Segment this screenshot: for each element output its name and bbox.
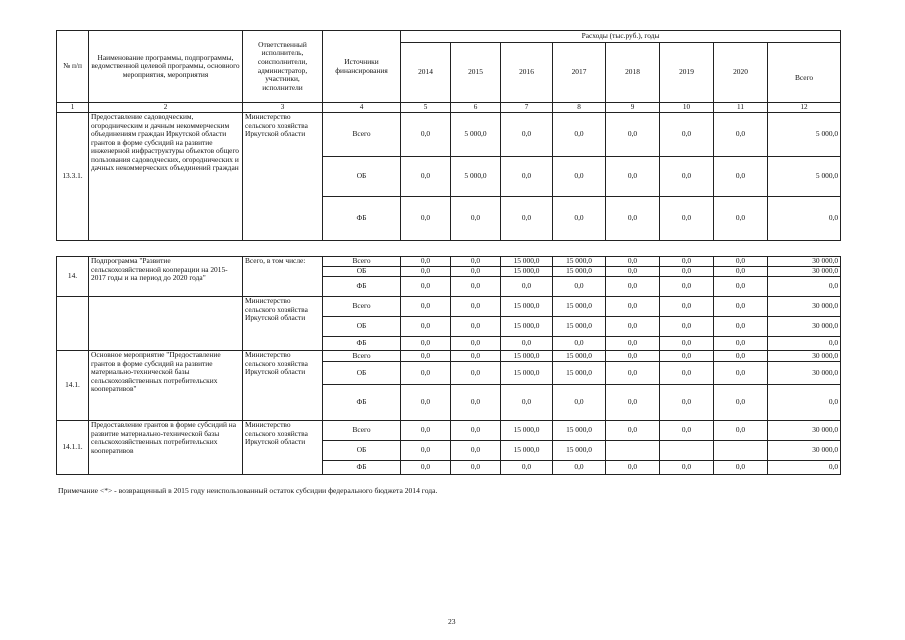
cell-2016: 0,0: [501, 197, 553, 241]
cell-2014: 0,0: [401, 197, 451, 241]
row-name: Основное мероприятие "Предоставление грантов в форме субсидий на развитие материально-технической базы сельскохозяйственных потребительских кооперативов": [89, 351, 243, 421]
column-index: 9: [606, 103, 660, 113]
cell-2017: 0,0: [553, 461, 606, 475]
cell-2016: 15 000,0: [501, 351, 553, 362]
cell-2018: 0,0: [606, 362, 660, 385]
cell-2016: 0,0: [501, 157, 553, 197]
header-row-top: [57, 31, 841, 43]
cell-total: 30 000,0: [768, 267, 841, 277]
cell-total: 30 000,0: [768, 362, 841, 385]
cell-total: 30 000,0: [768, 441, 841, 461]
cell-2017: 15 000,0: [553, 441, 606, 461]
column-index: 2: [89, 103, 243, 113]
cell-2019: 0,0: [660, 351, 714, 362]
header-year: 2018: [606, 43, 660, 103]
column-index: 10: [660, 103, 714, 113]
row-source: ОБ: [323, 317, 401, 337]
row-number: 14.1.1.: [57, 421, 89, 475]
cell-2019: 0,0: [660, 267, 714, 277]
cell-2015: 0,0: [451, 421, 501, 441]
cell-2017: 15 000,0: [553, 362, 606, 385]
cell-total: 0,0: [768, 337, 841, 351]
cell-2020: 0,0: [714, 297, 768, 317]
cell-2018: 0,0: [606, 337, 660, 351]
row-source: ОБ: [323, 267, 401, 277]
cell-2016: 15 000,0: [501, 441, 553, 461]
cell-2015: 0,0: [451, 257, 501, 267]
column-index: 4: [323, 103, 401, 113]
header-expenses: Расходы (тыс.руб.), годы: [401, 31, 841, 43]
table-row: [57, 351, 841, 362]
cell-2014: 0,0: [401, 257, 451, 267]
row-source: ФБ: [323, 461, 401, 475]
cell-2017: 0,0: [553, 197, 606, 241]
table-row: [57, 421, 841, 441]
cell-2015: 0,0: [451, 362, 501, 385]
header-year: 2015: [451, 43, 501, 103]
cell-2018: 0,0: [606, 277, 660, 297]
cell-2020: 0,0: [714, 157, 768, 197]
cell-2015: 0,0: [451, 197, 501, 241]
cell-2018: 0,0: [606, 421, 660, 441]
cell-2017: 0,0: [553, 385, 606, 421]
row-source: ФБ: [323, 337, 401, 351]
row-name: Предоставление садоводческим, огородническим и дачным некоммерческим объединениям граждан Иркутской области грантов в форме субсидий на развитие инженерной инфраструктуры объектов общего пользования садоводческих, огороднических и дачных некоммерческих объединений граждан: [89, 113, 243, 241]
cell-2019: 0,0: [660, 385, 714, 421]
cell-2015: 0,0: [451, 297, 501, 317]
cell-total: 30 000,0: [768, 317, 841, 337]
column-index: 3: [243, 103, 323, 113]
cell-2014: 0,0: [401, 267, 451, 277]
cell-2018: 0,0: [606, 197, 660, 241]
cell-2016: 0,0: [501, 113, 553, 157]
cell-2020: 0,0: [714, 257, 768, 267]
row-responsible: Министерство сельского хозяйства Иркутской области: [243, 297, 323, 351]
cell-2016: 0,0: [501, 461, 553, 475]
cell-2014: 0,0: [401, 441, 451, 461]
cell-2020: 0,0: [714, 461, 768, 475]
row-responsible: Всего, в том числе:: [243, 257, 323, 297]
cell-2019: 0,0: [660, 277, 714, 297]
header-responsible: Ответственный исполнитель, соисполнители, администратор, участники, исполнители: [243, 31, 323, 103]
cell-2017: 15 000,0: [553, 317, 606, 337]
cell-total: 0,0: [768, 461, 841, 475]
header-total: Всего: [768, 43, 841, 103]
row-source: Всего: [323, 113, 401, 157]
cell-2015: 0,0: [451, 267, 501, 277]
cell-2018: 0,0: [606, 257, 660, 267]
cell-2019: 0,0: [660, 197, 714, 241]
row-source: ОБ: [323, 362, 401, 385]
cell-2019: 0,0: [660, 421, 714, 441]
row-source: ФБ: [323, 197, 401, 241]
cell-total: 0,0: [768, 197, 841, 241]
cell-2016: 15 000,0: [501, 421, 553, 441]
cell-2016: 0,0: [501, 337, 553, 351]
column-index: 5: [401, 103, 451, 113]
table-row: [57, 113, 841, 157]
cell-2020: [714, 441, 768, 461]
row-source: Всего: [323, 421, 401, 441]
row-number-empty: [57, 297, 89, 351]
page-number: 23: [448, 617, 456, 626]
cell-2019: 0,0: [660, 113, 714, 157]
cell-2019: 0,0: [660, 317, 714, 337]
cell-2016: 15 000,0: [501, 297, 553, 317]
row-name-empty: [89, 297, 243, 351]
cell-2018: 0,0: [606, 113, 660, 157]
row-responsible: Министерство сельского хозяйства Иркутской области: [243, 113, 323, 241]
cell-2016: 15 000,0: [501, 267, 553, 277]
row-source: Всего: [323, 351, 401, 362]
cell-2018: 0,0: [606, 461, 660, 475]
cell-2018: [606, 441, 660, 461]
cell-2020: 0,0: [714, 267, 768, 277]
cell-2014: 0,0: [401, 113, 451, 157]
cell-2016: 0,0: [501, 385, 553, 421]
cell-2020: 0,0: [714, 317, 768, 337]
row-responsible: Министерство сельского хозяйства Иркутской области: [243, 351, 323, 421]
cell-2019: 0,0: [660, 461, 714, 475]
cell-2018: 0,0: [606, 297, 660, 317]
column-index: 8: [553, 103, 606, 113]
column-index-row: [57, 103, 841, 113]
cell-2015: 5 000,0: [451, 113, 501, 157]
header-year: 2017: [553, 43, 606, 103]
row-source: ОБ: [323, 157, 401, 197]
cell-total: 30 000,0: [768, 297, 841, 317]
cell-2016: 15 000,0: [501, 317, 553, 337]
cell-2015: 0,0: [451, 461, 501, 475]
cell-2015: 0,0: [451, 351, 501, 362]
cell-2018: 0,0: [606, 385, 660, 421]
cell-2015: 0,0: [451, 385, 501, 421]
cell-2016: 15 000,0: [501, 362, 553, 385]
cell-total: 30 000,0: [768, 351, 841, 362]
header-year: 2019: [660, 43, 714, 103]
header-year: 2014: [401, 43, 451, 103]
cell-2020: 0,0: [714, 113, 768, 157]
cell-2015: 0,0: [451, 337, 501, 351]
cell-2018: 0,0: [606, 317, 660, 337]
budget-table-container: [56, 30, 840, 475]
spacer-row: [57, 241, 841, 257]
cell-2017: 15 000,0: [553, 351, 606, 362]
cell-2020: 0,0: [714, 385, 768, 421]
cell-2019: 0,0: [660, 297, 714, 317]
column-index: 12: [768, 103, 841, 113]
cell-2014: 0,0: [401, 157, 451, 197]
cell-2015: 0,0: [451, 277, 501, 297]
cell-2019: [660, 441, 714, 461]
cell-total: 0,0: [768, 277, 841, 297]
cell-2019: 0,0: [660, 257, 714, 267]
row-source: Всего: [323, 297, 401, 317]
column-index: 6: [451, 103, 501, 113]
cell-2020: 0,0: [714, 337, 768, 351]
cell-2017: 0,0: [553, 157, 606, 197]
cell-2017: 0,0: [553, 113, 606, 157]
header-name: Наименование программы, подпрограммы, ведомственной целевой программы, основного мероприятия, мероприятия: [89, 31, 243, 103]
table-row: [57, 257, 841, 267]
cell-total: 30 000,0: [768, 421, 841, 441]
table-row: [57, 297, 841, 317]
row-source: Всего: [323, 257, 401, 267]
cell-2020: 0,0: [714, 362, 768, 385]
cell-2017: 15 000,0: [553, 297, 606, 317]
cell-2014: 0,0: [401, 317, 451, 337]
row-responsible: Министерство сельского хозяйства Иркутской области: [243, 421, 323, 475]
footnote: Примечание <*> - возвращенный в 2015 году неиспользованный остаток субсидии федерального бюджета 2014 года.: [58, 486, 438, 495]
cell-2017: 15 000,0: [553, 421, 606, 441]
column-index: 1: [57, 103, 89, 113]
row-name: Предоставление грантов в форме субсидий на развитие материально-технической базы сельскохозяйственных потребительских кооперативов: [89, 421, 243, 475]
cell-2015: 0,0: [451, 441, 501, 461]
cell-2014: 0,0: [401, 297, 451, 317]
row-number: 13.3.1.: [57, 113, 89, 241]
cell-2015: 5 000,0: [451, 157, 501, 197]
cell-2017: 15 000,0: [553, 257, 606, 267]
header-num: № п/п: [57, 31, 89, 103]
column-index: 11: [714, 103, 768, 113]
cell-2014: 0,0: [401, 461, 451, 475]
row-source: ОБ: [323, 441, 401, 461]
cell-2014: 0,0: [401, 351, 451, 362]
header-year: 2020: [714, 43, 768, 103]
cell-2015: 0,0: [451, 317, 501, 337]
cell-2017: 15 000,0: [553, 267, 606, 277]
budget-table: [56, 30, 841, 475]
cell-2014: 0,0: [401, 337, 451, 351]
cell-total: 0,0: [768, 385, 841, 421]
cell-2019: 0,0: [660, 362, 714, 385]
cell-2020: 0,0: [714, 277, 768, 297]
header-year: 2016: [501, 43, 553, 103]
cell-2014: 0,0: [401, 421, 451, 441]
cell-2017: 0,0: [553, 337, 606, 351]
cell-2014: 0,0: [401, 277, 451, 297]
cell-total: 5 000,0: [768, 157, 841, 197]
row-source: ФБ: [323, 277, 401, 297]
column-index: 7: [501, 103, 553, 113]
row-source: ФБ: [323, 385, 401, 421]
header-source: Источники финансирования: [323, 31, 401, 103]
cell-2017: 0,0: [553, 277, 606, 297]
cell-2016: 15 000,0: [501, 257, 553, 267]
cell-2014: 0,0: [401, 385, 451, 421]
row-number: 14.: [57, 257, 89, 297]
cell-2016: 0,0: [501, 277, 553, 297]
cell-2019: 0,0: [660, 157, 714, 197]
cell-2014: 0,0: [401, 362, 451, 385]
cell-2018: 0,0: [606, 267, 660, 277]
cell-2019: 0,0: [660, 337, 714, 351]
cell-2018: 0,0: [606, 157, 660, 197]
cell-2020: 0,0: [714, 421, 768, 441]
cell-2020: 0,0: [714, 197, 768, 241]
row-name: Подпрограмма "Развитие сельскохозяйственной кооперации на 2015-2017 годы и на период до 2020 года": [89, 257, 243, 297]
cell-total: 30 000,0: [768, 257, 841, 267]
cell-2018: 0,0: [606, 351, 660, 362]
row-number: 14.1.: [57, 351, 89, 421]
cell-total: 5 000,0: [768, 113, 841, 157]
cell-2020: 0,0: [714, 351, 768, 362]
